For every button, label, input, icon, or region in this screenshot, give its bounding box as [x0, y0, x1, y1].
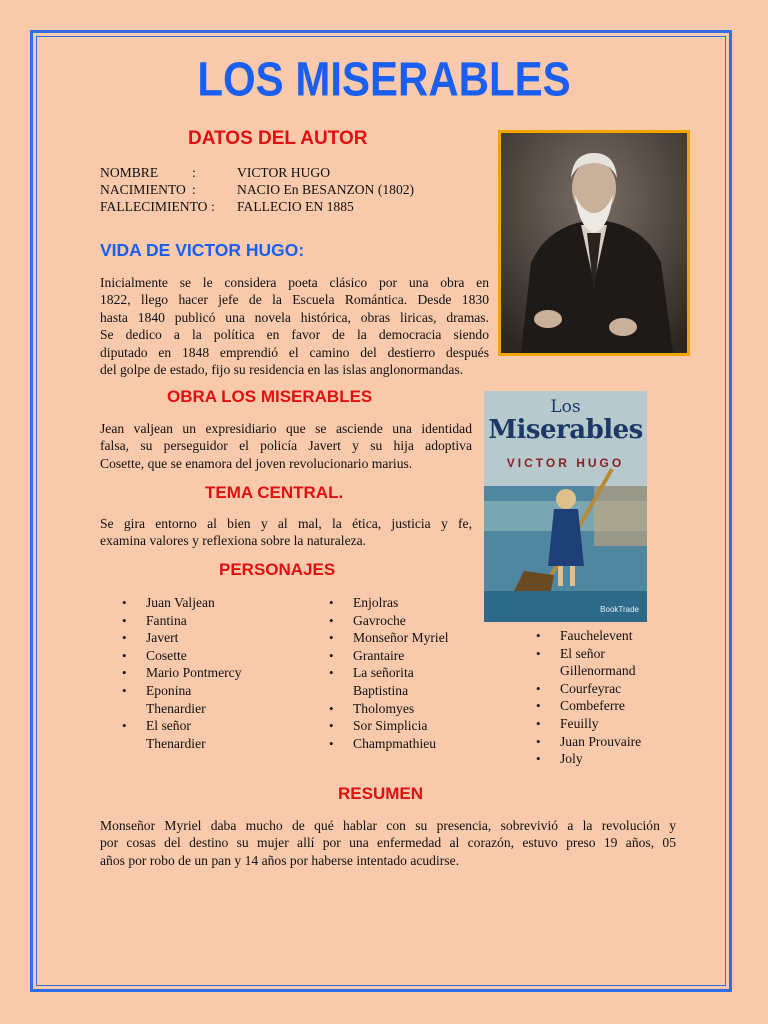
theme-paragraph	[100, 515, 472, 550]
summary-line: por cosas del destino su mujer allí por una enfermedad al corazón, estuvo preso 19 años, 05	[100, 835, 676, 851]
life-line: Inicialmente se le considera poeta clásico por una obra en	[100, 275, 489, 290]
author-label: NOMBRE	[100, 165, 159, 180]
characters-list-1	[100, 594, 290, 752]
author-sep: :	[192, 165, 196, 180]
list-item: • Grantaire	[307, 647, 487, 665]
author-row-name	[100, 164, 480, 182]
list-item: • Mario Pontmercy	[100, 664, 290, 682]
list-item: • Tholomyes	[307, 700, 487, 718]
list-item: • Joly	[514, 750, 684, 768]
list-item: • Eponina Thenardier	[100, 682, 206, 717]
list-item: • El señor Thenardier	[100, 717, 206, 752]
cover-author: VICTOR HUGO	[506, 456, 625, 470]
list-item: • Monseñor Myriel	[307, 629, 487, 647]
page-title: LOS MISERABLES	[197, 52, 571, 107]
list-item: • Gavroche	[307, 612, 487, 630]
list-item: • Juan Prouvaire	[514, 733, 684, 751]
life-line: hasta 1840 publicó una novela histórica, obras liricas, dramas.	[100, 309, 489, 325]
life-line: Se dedico a la política en favor de la democracia siendo	[100, 327, 489, 343]
list-item: • Combeferre	[514, 697, 684, 715]
author-photo	[498, 130, 690, 356]
author-value: NACIO En BESANZON (1802)	[237, 182, 415, 197]
life-paragraph	[100, 274, 489, 378]
author-sep: :	[211, 199, 215, 214]
list-item: • El señor Gillenormand	[514, 645, 650, 680]
list-item: • La señorita Baptistina	[307, 664, 423, 699]
theme-line: Se gira entorno al bien y al mal, la ética, justicia y fe,	[100, 516, 472, 531]
list-item: • Champmathieu	[307, 735, 487, 753]
list-item: • Fauchelevent	[514, 627, 684, 645]
list-item: • Courfeyrac	[514, 680, 684, 698]
author-sep: :	[192, 182, 196, 197]
list-item: • Juan Valjean	[100, 594, 290, 612]
book-cover	[484, 391, 647, 622]
cover-line1: Los	[550, 397, 581, 417]
summary-line: Monseñor Myriel daba mucho de qué hablar con su presencia, sobrevivió a la revolución y	[100, 818, 676, 833]
summary-paragraph	[100, 817, 676, 869]
victor-hugo-portrait-icon	[501, 133, 687, 353]
life-heading: VIDA DE VICTOR HUGO:	[100, 240, 305, 260]
life-line: del golpe de estado, fijo su residencia en las islas anglonormandas.	[100, 362, 464, 378]
life-line: diputado en 1848 emprendió el camino del destierro después	[100, 344, 489, 360]
life-line: 1822, llego hacer jefe de la Escuela Romántica. Desde 1830	[100, 292, 489, 308]
cover-brand: BookTrade	[600, 605, 639, 614]
work-paragraph	[100, 420, 472, 472]
list-item: • Enjolras	[307, 594, 487, 612]
list-item: • Feuilly	[514, 715, 684, 733]
summary-heading: RESUMEN	[338, 784, 424, 803]
summary-line: años por robo de un pan y 14 años por haberse intentado acudirse.	[100, 852, 459, 868]
author-value: FALLECIO EN 1885	[237, 199, 354, 214]
characters-list-2	[307, 594, 487, 752]
characters-list-3	[514, 627, 684, 768]
work-line: Jean valjean un expresidiario que se asciende una identidad	[100, 421, 472, 436]
author-row-death	[100, 198, 480, 216]
work-heading: OBRA LOS MISERABLES	[167, 387, 373, 406]
characters-heading: PERSONAJES	[219, 560, 336, 579]
author-heading: DATOS DEL AUTOR	[188, 128, 368, 149]
work-line: falsa, su perseguidor el policía Javert y su hija adoptiva	[100, 438, 472, 454]
theme-heading: TEMA CENTRAL.	[205, 483, 344, 502]
work-line: Cosette, que se enamora del joven revolucionario marius.	[100, 455, 413, 471]
cover-line2: Miserables	[488, 415, 643, 445]
theme-line: examina valores y reflexiona sobre la naturaleza.	[100, 533, 367, 549]
list-item: • Fantina	[100, 612, 290, 630]
list-item: • Sor Simplicia	[307, 717, 487, 735]
author-row-birth	[100, 181, 480, 199]
author-value: VICTOR HUGO	[237, 165, 331, 180]
author-label: NACIMIENTO	[100, 182, 186, 197]
list-item: • Cosette	[100, 647, 290, 665]
list-item: • Javert	[100, 629, 290, 647]
author-label: FALLECIMIENTO	[100, 199, 208, 214]
